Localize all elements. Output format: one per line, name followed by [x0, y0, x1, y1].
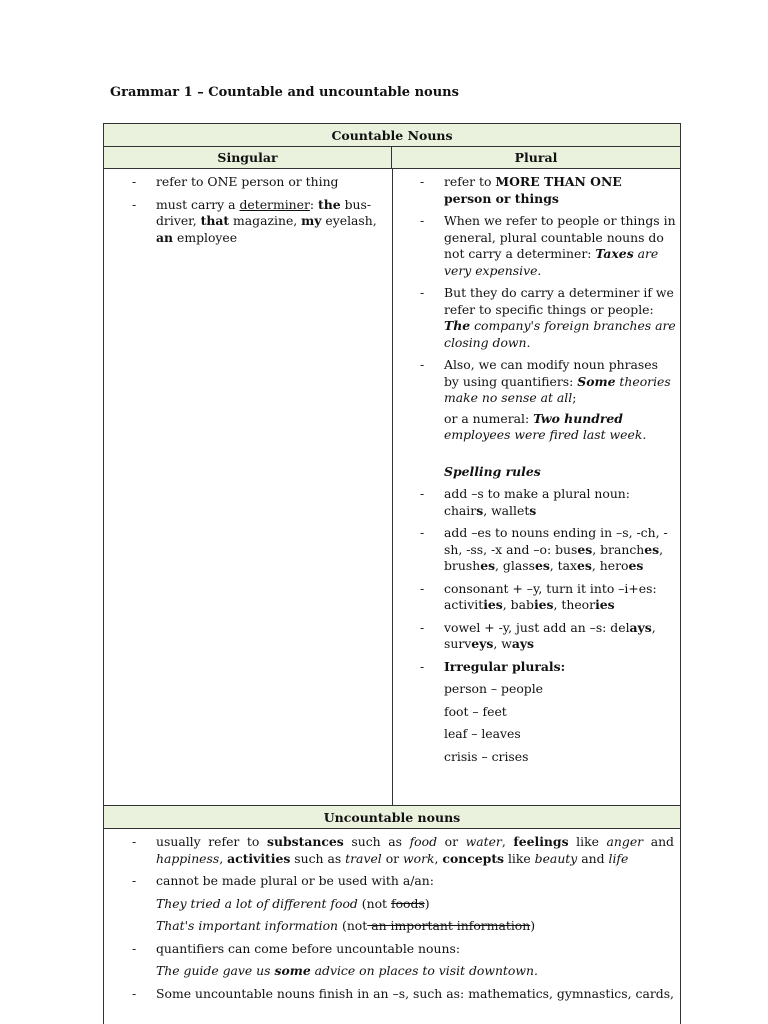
list-item — [420, 659, 676, 676]
item-text: Some uncountable nouns finish in an –s, such as: mathematics, gymnastics, cards, — [156, 985, 674, 1001]
item-text: quantifiers can come before uncountable nouns: — [156, 940, 460, 956]
item-text: , — [219, 850, 228, 866]
item-text: , tax — [549, 558, 578, 573]
item-text-italic: work — [403, 850, 435, 866]
item-text: , branch — [592, 541, 645, 557]
item-text-italic: advice on places to visit downtown. — [310, 963, 538, 978]
item-text-bold: ies — [533, 597, 554, 612]
item-text: cannot be made plural or be used with a/an: — [156, 873, 434, 888]
item-text-italic: food — [409, 834, 438, 849]
item-text-italic: anger — [606, 834, 644, 849]
list-dash: - — [132, 873, 137, 888]
list-dash: - — [132, 834, 137, 849]
list-dash: - — [420, 486, 425, 501]
item-text-bold: feelings — [513, 834, 569, 849]
item-text-bold: person or things — [444, 190, 559, 206]
item-text-bold: some — [274, 963, 311, 978]
list-dash: - — [420, 619, 425, 635]
irregular-example: crisis – crises — [444, 748, 529, 764]
item-text-bold: Some — [577, 373, 616, 389]
list-dash: - — [420, 357, 425, 372]
item-text: refer to ONE person or thing — [156, 174, 339, 189]
item-text: , — [501, 834, 514, 849]
spelling-rules-title — [420, 464, 676, 481]
list-item — [420, 285, 676, 351]
item-text: eyelash, — [321, 213, 377, 228]
list-item — [132, 986, 674, 1003]
item-text: vowel + -y, just add an –s: del — [444, 619, 630, 635]
item-text-struck: an important information — [367, 918, 531, 933]
item-text-italic: company's foreign branches are closing down. — [444, 318, 676, 350]
item-text-bold: s — [476, 502, 484, 518]
list-dash: - — [132, 985, 137, 1001]
item-text-bold: eys — [471, 636, 494, 651]
item-text: and — [643, 834, 674, 849]
item-text-italic: theories make no sense at all — [444, 373, 671, 405]
item-text: , wallet — [483, 502, 530, 518]
item-text: , theor — [553, 597, 596, 612]
item-text: like — [568, 834, 607, 849]
item-text: Also, we can modify noun phrases by using quantifiers: — [444, 357, 658, 389]
list-dash: - — [132, 174, 137, 189]
example-line — [132, 918, 674, 935]
item-text-bold: ays — [511, 636, 535, 651]
item-text-bold: es — [577, 541, 593, 557]
item-text: But they do carry a determiner if we refer to specific things or people: — [444, 285, 674, 317]
item-text: , brush — [444, 541, 664, 573]
item-text-bold: an — [156, 229, 174, 245]
item-text: add –s to make a plural noun: chair — [444, 486, 630, 518]
item-text: such as — [290, 850, 346, 866]
item-text-bold: es — [577, 558, 592, 573]
list-dash: - — [420, 525, 425, 540]
example-line — [132, 896, 674, 913]
item-text: , hero — [591, 558, 629, 573]
item-text: such as — [343, 834, 410, 849]
item-text-bold: Two hundred — [533, 410, 623, 426]
list-dash: - — [420, 174, 425, 189]
item-text-italic: That's important information — [156, 918, 339, 933]
item-text-italic: life — [608, 850, 629, 866]
list-item — [420, 620, 676, 653]
item-text-bold: the — [318, 196, 341, 212]
list-item — [132, 834, 674, 867]
item-text-italic: beauty — [534, 850, 578, 866]
list-dash: - — [420, 213, 425, 228]
item-text-bold: ays — [629, 619, 652, 635]
item-text-underlined: determiner — [239, 196, 310, 212]
item-text-bold: that — [200, 213, 230, 228]
singular-header: Singular — [104, 147, 392, 169]
plural-column — [420, 174, 676, 771]
item-text: and — [577, 850, 609, 866]
item-text: ) — [424, 895, 430, 911]
irregular-example: leaf – leaves — [444, 726, 521, 741]
list-dash: - — [420, 658, 425, 674]
plural-header: Plural — [392, 147, 680, 169]
list-dash: - — [132, 196, 137, 212]
item-text: ; — [572, 390, 577, 405]
item-text-bold: The — [444, 318, 471, 333]
item-text-bold: my — [301, 213, 322, 228]
item-text: employee — [173, 229, 238, 245]
item-text-bold: Taxes — [595, 246, 634, 261]
item-text: or — [381, 850, 404, 866]
list-item — [132, 941, 674, 958]
list-dash: - — [420, 285, 425, 300]
item-text: When we refer to people or things in general, plural countable nouns do not carry a determiner: — [444, 213, 676, 261]
item-text-italic: The guide gave us — [156, 963, 275, 978]
item-text-italic: water — [465, 834, 502, 849]
item-text: like — [504, 850, 535, 866]
item-text: , — [434, 850, 443, 866]
irregular-example: foot – feet — [444, 703, 507, 719]
item-text-bold: s — [529, 502, 537, 518]
item-text: . — [642, 427, 647, 442]
column-divider — [392, 169, 393, 805]
list-item — [132, 174, 382, 191]
item-text: refer to — [444, 174, 496, 189]
item-text-bold: es — [480, 558, 496, 573]
item-text: (not — [338, 918, 368, 933]
uncountable-section — [132, 834, 674, 1008]
item-text-bold: activities — [227, 850, 291, 866]
item-text-bold: substances — [266, 834, 344, 849]
item-text: magazine, — [229, 213, 302, 228]
list-item — [132, 873, 674, 890]
item-text: , bab — [502, 597, 534, 612]
item-text-italic: They tried a lot of different food — [156, 895, 358, 911]
item-text-bold: ies — [483, 597, 503, 612]
numeral-example — [420, 411, 676, 444]
item-text-bold: es — [644, 541, 660, 557]
item-text: or — [437, 834, 466, 849]
uncountable-nouns-header: Uncountable nouns — [104, 805, 680, 829]
item-text: (not — [357, 895, 391, 911]
list-item — [420, 213, 676, 279]
item-text-bold: concepts — [442, 850, 505, 866]
item-text: , w — [493, 636, 512, 651]
item-text: bus-driver, — [156, 196, 372, 228]
list-item — [420, 525, 676, 575]
item-text: : — [309, 196, 319, 212]
item-text-bold: es — [534, 558, 550, 573]
example-line — [132, 963, 674, 980]
list-item — [420, 486, 676, 519]
item-text-italic: employees were fired last week — [444, 427, 643, 442]
item-text-bold: MORE THAN ONE — [495, 174, 622, 189]
item-text: ) — [530, 918, 536, 933]
item-text-bold: ies — [595, 597, 615, 612]
item-text-bold: es — [628, 558, 644, 573]
countable-nouns-header: Countable Nouns — [104, 124, 680, 147]
irregular-example: person – people — [444, 681, 544, 696]
item-text: consonant + –y, turn it into –i+es: activit — [444, 580, 657, 612]
item-text-italic: happiness — [156, 850, 220, 866]
item-text: or a numeral: — [444, 410, 534, 426]
item-text-italic: are very expensive. — [444, 246, 659, 278]
item-text: , surv — [444, 619, 656, 651]
section-title: Spelling rules — [444, 463, 541, 479]
item-text-struck: foods — [390, 895, 425, 911]
list-item — [420, 581, 676, 614]
page-title: Grammar 1 – Countable and uncountable nouns — [110, 85, 459, 100]
list-dash: - — [420, 580, 425, 596]
list-dash: - — [132, 940, 137, 956]
item-text: usually refer to — [156, 834, 267, 849]
item-text: must carry a — [156, 196, 240, 212]
item-text: , glass — [495, 558, 535, 573]
singular-column — [132, 174, 382, 252]
item-text-bold: Irregular plurals: — [444, 658, 566, 674]
list-item — [420, 174, 676, 207]
list-item — [420, 357, 676, 407]
item-text-italic: travel — [345, 850, 382, 866]
item-text: add –es to nouns ending in –s, -ch, -sh, -ss, -x and –o: bus — [444, 525, 668, 557]
grammar-table — [103, 123, 681, 1024]
list-item — [132, 197, 382, 247]
